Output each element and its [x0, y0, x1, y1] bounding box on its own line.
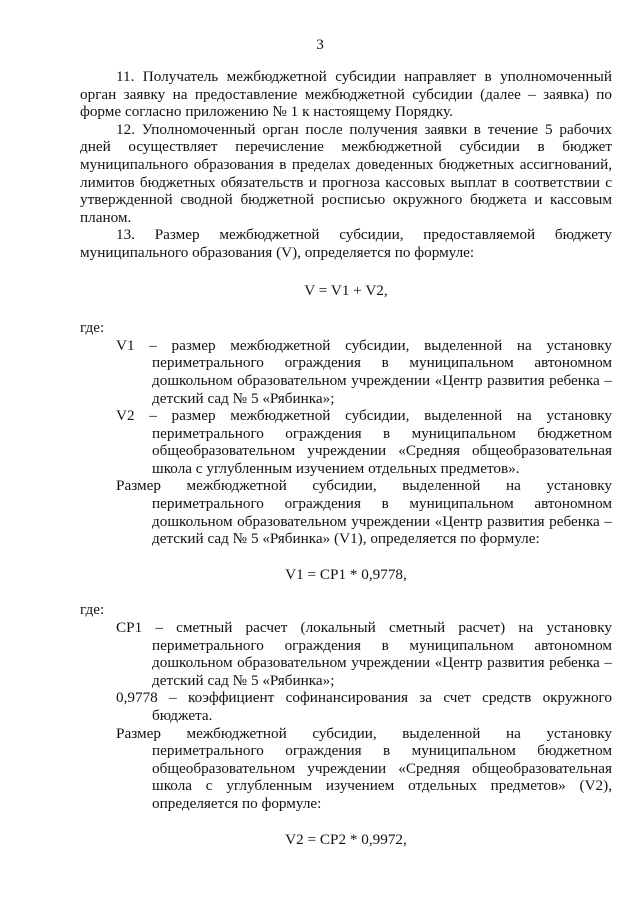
formula-v2: V2 = СР2 * 0,9972, — [285, 830, 407, 848]
definition-v2: V2 – размер межбюджетной субсидии, выделенной на установку периметрального ограждения в муниципальном бюджетном общеобразовательном учреждении «Средняя общеобразовательная школа с углубленным изучением отдельных предметов». — [116, 407, 612, 477]
paragraph-12: 12. Уполномоченный орган после получения заявки в течение 5 рабочих дней осуществляет перечисление межбюджетной субсидии в бюджет муниципального образования в пределах доведенных бюджетных ассигнований, лимитов бюджетных обязательств и прогноза кассовых выплат в соответствии с утвержденной сводной бюджетной росписью окружного бюджета и кассовым планом. — [80, 120, 612, 226]
page-number: 3 — [316, 36, 324, 53]
paragraph-v2-size: Размер межбюджетной субсидии, выделенной на установку периметрального ограждения в муниципальном бюджетном общеобразовательном учреждении «Средняя общеобразовательная школа с углубленным изучением отдельных предметов» (V2), определяется по формуле: — [116, 724, 612, 812]
paragraph-13: 13. Размер межбюджетной субсидии, предоставляемой бюджету муниципального образования (V), определяется по формуле: — [80, 226, 612, 261]
definition-coefficient: 0,9778 – коэффициент софинансирования за счет средств окружного бюджета. — [116, 689, 612, 724]
paragraph-v1-size: Размер межбюджетной субсидии, выделенной на установку периметрального ограждения в муниципальном автономном дошкольном образовательном учреждении «Центр развития ребенка – детский сад № 5 «Рябинка» (V1), определяется по формуле: — [116, 477, 612, 548]
formula-v1: V1 = СР1 * 0,9778, — [285, 565, 407, 583]
document-body — [80, 68, 612, 848]
definition-cp1: СР1 – сметный расчет (локальный сметный расчет) на установку периметрального ограждения в муниципальном автономном дошкольном образовательном учреждении «Центр развития ребенка – детский сад № 5 «Рябинка»; — [116, 619, 612, 689]
definition-v1: V1 – размер межбюджетной субсидии, выделенной на установку периметрального ограждения в муниципальном автономном дошкольном образовательном учреждении «Центр развития ребенка – детский сад № 5 «Рябинка»; — [116, 336, 612, 407]
where-label: где: — [80, 319, 105, 337]
where-label-2: где: — [80, 601, 105, 619]
formula-v: V = V1 + V2, — [304, 281, 388, 299]
paragraph-11: 11. Получатель межбюджетной субсидии направляет в уполномоченный орган заявку на предоставление межбюджетной субсидии (далее – заявка) по форме согласно приложению № 1 к настоящему Порядку. — [80, 68, 612, 121]
